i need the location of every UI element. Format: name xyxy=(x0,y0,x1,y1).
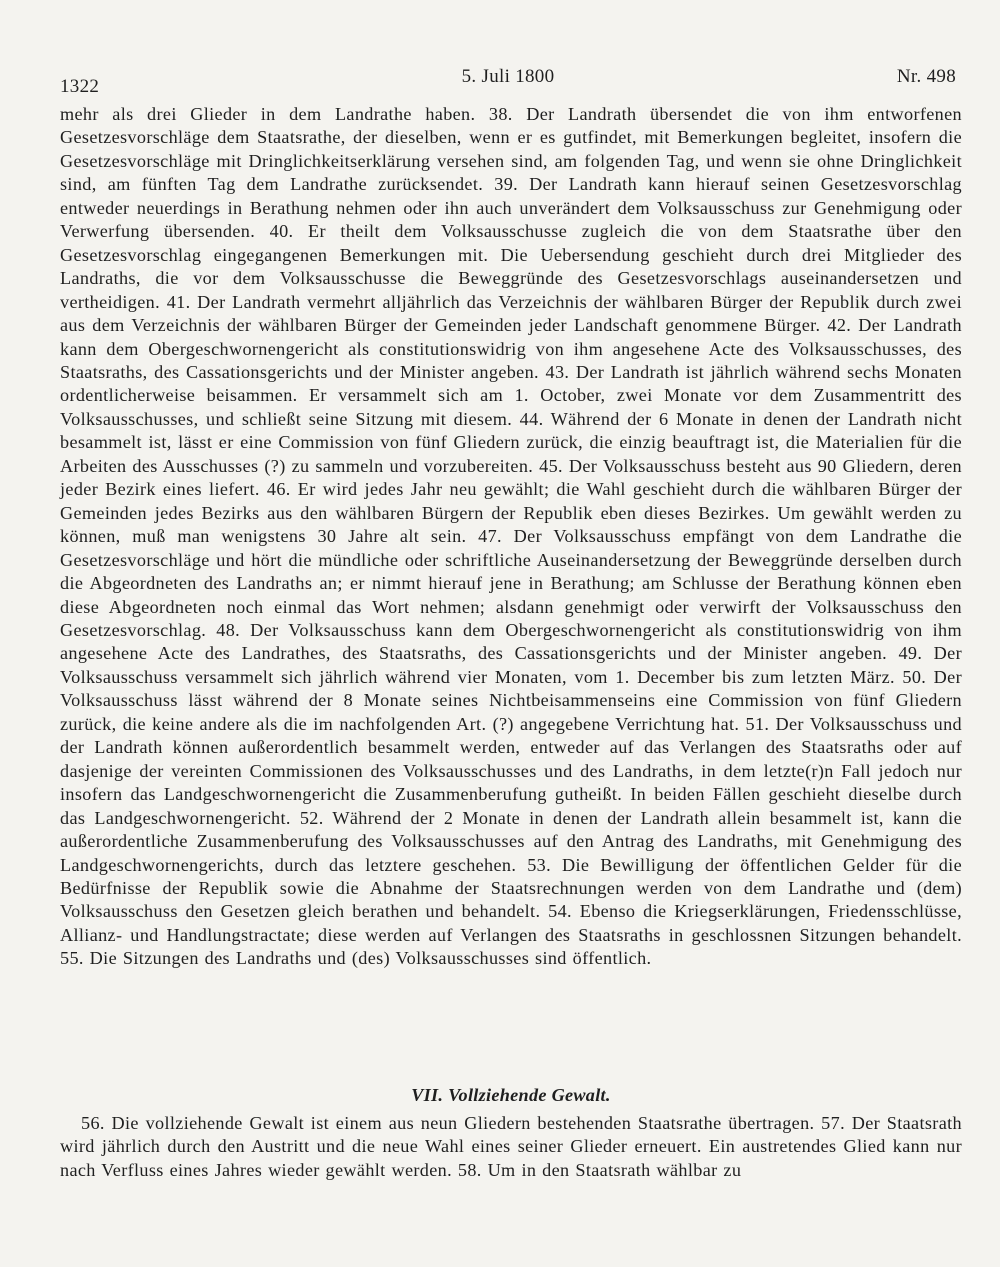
section-paragraph: 56. Die vollziehende Gewalt ist einem aus neun Gliedern bestehenden Staatsrathe übertragen. 57. Der Staatsrath wird jährlich durch den Austritt und die neue Wahl eines seiner Glieder erneuert. Ein austretendes Glied kann nur nach Verfluss eines Jahres wieder gewählt werden. 58. Um in den Staatsrath wählbar zu xyxy=(60,1113,962,1180)
header-date: 5. Juli 1800 xyxy=(461,66,555,87)
document-number: Nr. 498 xyxy=(896,66,956,87)
body-paragraph: mehr als drei Glieder in dem Landrathe haben. 38. Der Landrath übersendet die von ihm entworfenen Gesetzesvorschläge dem Staatsrathe, der dieselben, wenn er es gutfindet, mit Bemerkungen begleitet, insofern die Gesetzesvorschläge mit Dringlichkeitserklärung versehen sind, am folgenden Tag, und wenn sie ohne Dringlichkeit sind, am fünften Tag dem Landrathe zurücksendet. 39. Der Landrath kann hierauf seinen Gesetzesvorschlag entweder neuerdings in Berathung nehmen oder ihn auch unverändert dem Volksausschuss zur Genehmigung oder Verwerfung übersenden. 40. Er theilt dem Volksausschusse zugleich die von dem Staatsrathe über den Gesetzesvorschlag eingegangenen Bemerkungen mit. Die Uebersendung geschieht durch drei Mitglieder des Landraths, die vor dem Volksausschusse die Beweggründe des Gesetzesvorschlags auseinandersetzen und vertheidigen. 41. Der Landrath vermehrt alljährlich das Verzeichnis der wählbaren Bürger der Republik durch zwei aus dem Verzeichnis der wählbaren Bürger der Gemeinden jeder Landschaft genommene Bürger. 42. Der Landrath kann dem Obergeschwornengericht als constitutionswidrig von ihm angesehene Acte des Volksausschusses, des Staatsraths, des Cassationsgerichts und der Minister angeben. 43. Der Landrath ist jährlich während sechs Monaten ordentlicherweise beisammen. Er versammelt sich am 1. October, zwei Monate vor dem Zusammentritt des Volksausschusses, und schließt seine Sitzung mit diesem. 44. Während der 6 Monate in denen der Landrath nicht besammelt ist, lässt er eine Commission von fünf Gliedern zurück, die einzig beauftragt ist, die Materialien für die Arbeiten des Ausschusses (?) zu sammeln und vorzubereiten. 45. Der Volksausschuss besteht aus 90 Gliedern, deren jeder Bezirk eines liefert. 46. Er wird jedes Jahr neu gewählt; die Wahl geschieht durch die wählbaren Bürger der Gemeinden jedes Bezirks aus den wählbaren Bürgern der Republik eben dieses Bezirkes. Um gewählt werden zu können, muß man wenigstens 30 Jahre alt sein. 47. Der Volksausschuss empfängt von dem Landrathe die Gesetzesvorschläge und hört die mündliche oder schriftliche Auseinandersetzung der Beweggründe derselben durch die Abgeordneten des Landraths an; er nimmt hierauf jene in Berathung; am Schlusse der Berathung können eben diese Abgeordneten noch einmal das Wort nehmen; alsdann genehmigt oder verwirft der Volksausschuss den Gesetzesvorschlag. 48. Der Volksausschuss kann dem Obergeschwornengericht als constitutionswidrig von ihm angesehene Acte des Landrathes, des Staatsraths, des Cassationsgerichts und der Minister angeben. 49. Der Volksausschuss versammelt sich jährlich während vier Monaten, vom 1. December bis zum letzten März. 50. Der Volksausschuss lässt während der 8 Monate seines Nichtbeisammenseins eine Commission von fünf Gliedern zurück, die keine andere als die im nachfolgenden Art. (?) angegebene Verrichtung hat. 51. Der Volksausschuss und der Landrath können außerordentlich besammelt werden, entweder auf das Verlangen des Staatsraths oder auf dasjenige der vereinten Commissionen des Volksausschusses und des Landraths, in dem letzte(r)n Fall jedoch nur insofern das Landgeschwornengericht die Zusammenberufung gutheißt. In beiden Fällen geschieht dieselbe durch das Landgeschwornengericht. 52. Während der 2 Monate in denen der Landrath allein besammelt ist, kann die außerordentliche Zusammenberufung des Volksausschusses auf den Antrag des Landraths, mit Genehmigung des Landgeschwornengerichts, durch das letztere geschehen. 53. Die Bewilligung der öffentlichen Gelder für die Bedürfnisse der Republik sowie die Abnahme der Staatsrechnungen werden von dem Landrathe und (dem) Volksausschuss den Gesetzen gleich berathen und behandelt. 54. Ebenso die Kriegserklärungen, Friedensschlüsse, Allianz- und Handlungstractate; diese werden auf Verlangen des Staatsraths in geschlossnen Sitzungen behandelt. 55. Die Sitzungen des Landraths und (des) Volksausschusses sind öffentlich. xyxy=(60,104,962,969)
running-header xyxy=(60,66,956,96)
section-heading: VII. Vollziehende Gewalt. xyxy=(411,1085,611,1105)
page-number: 1322 xyxy=(60,76,100,97)
